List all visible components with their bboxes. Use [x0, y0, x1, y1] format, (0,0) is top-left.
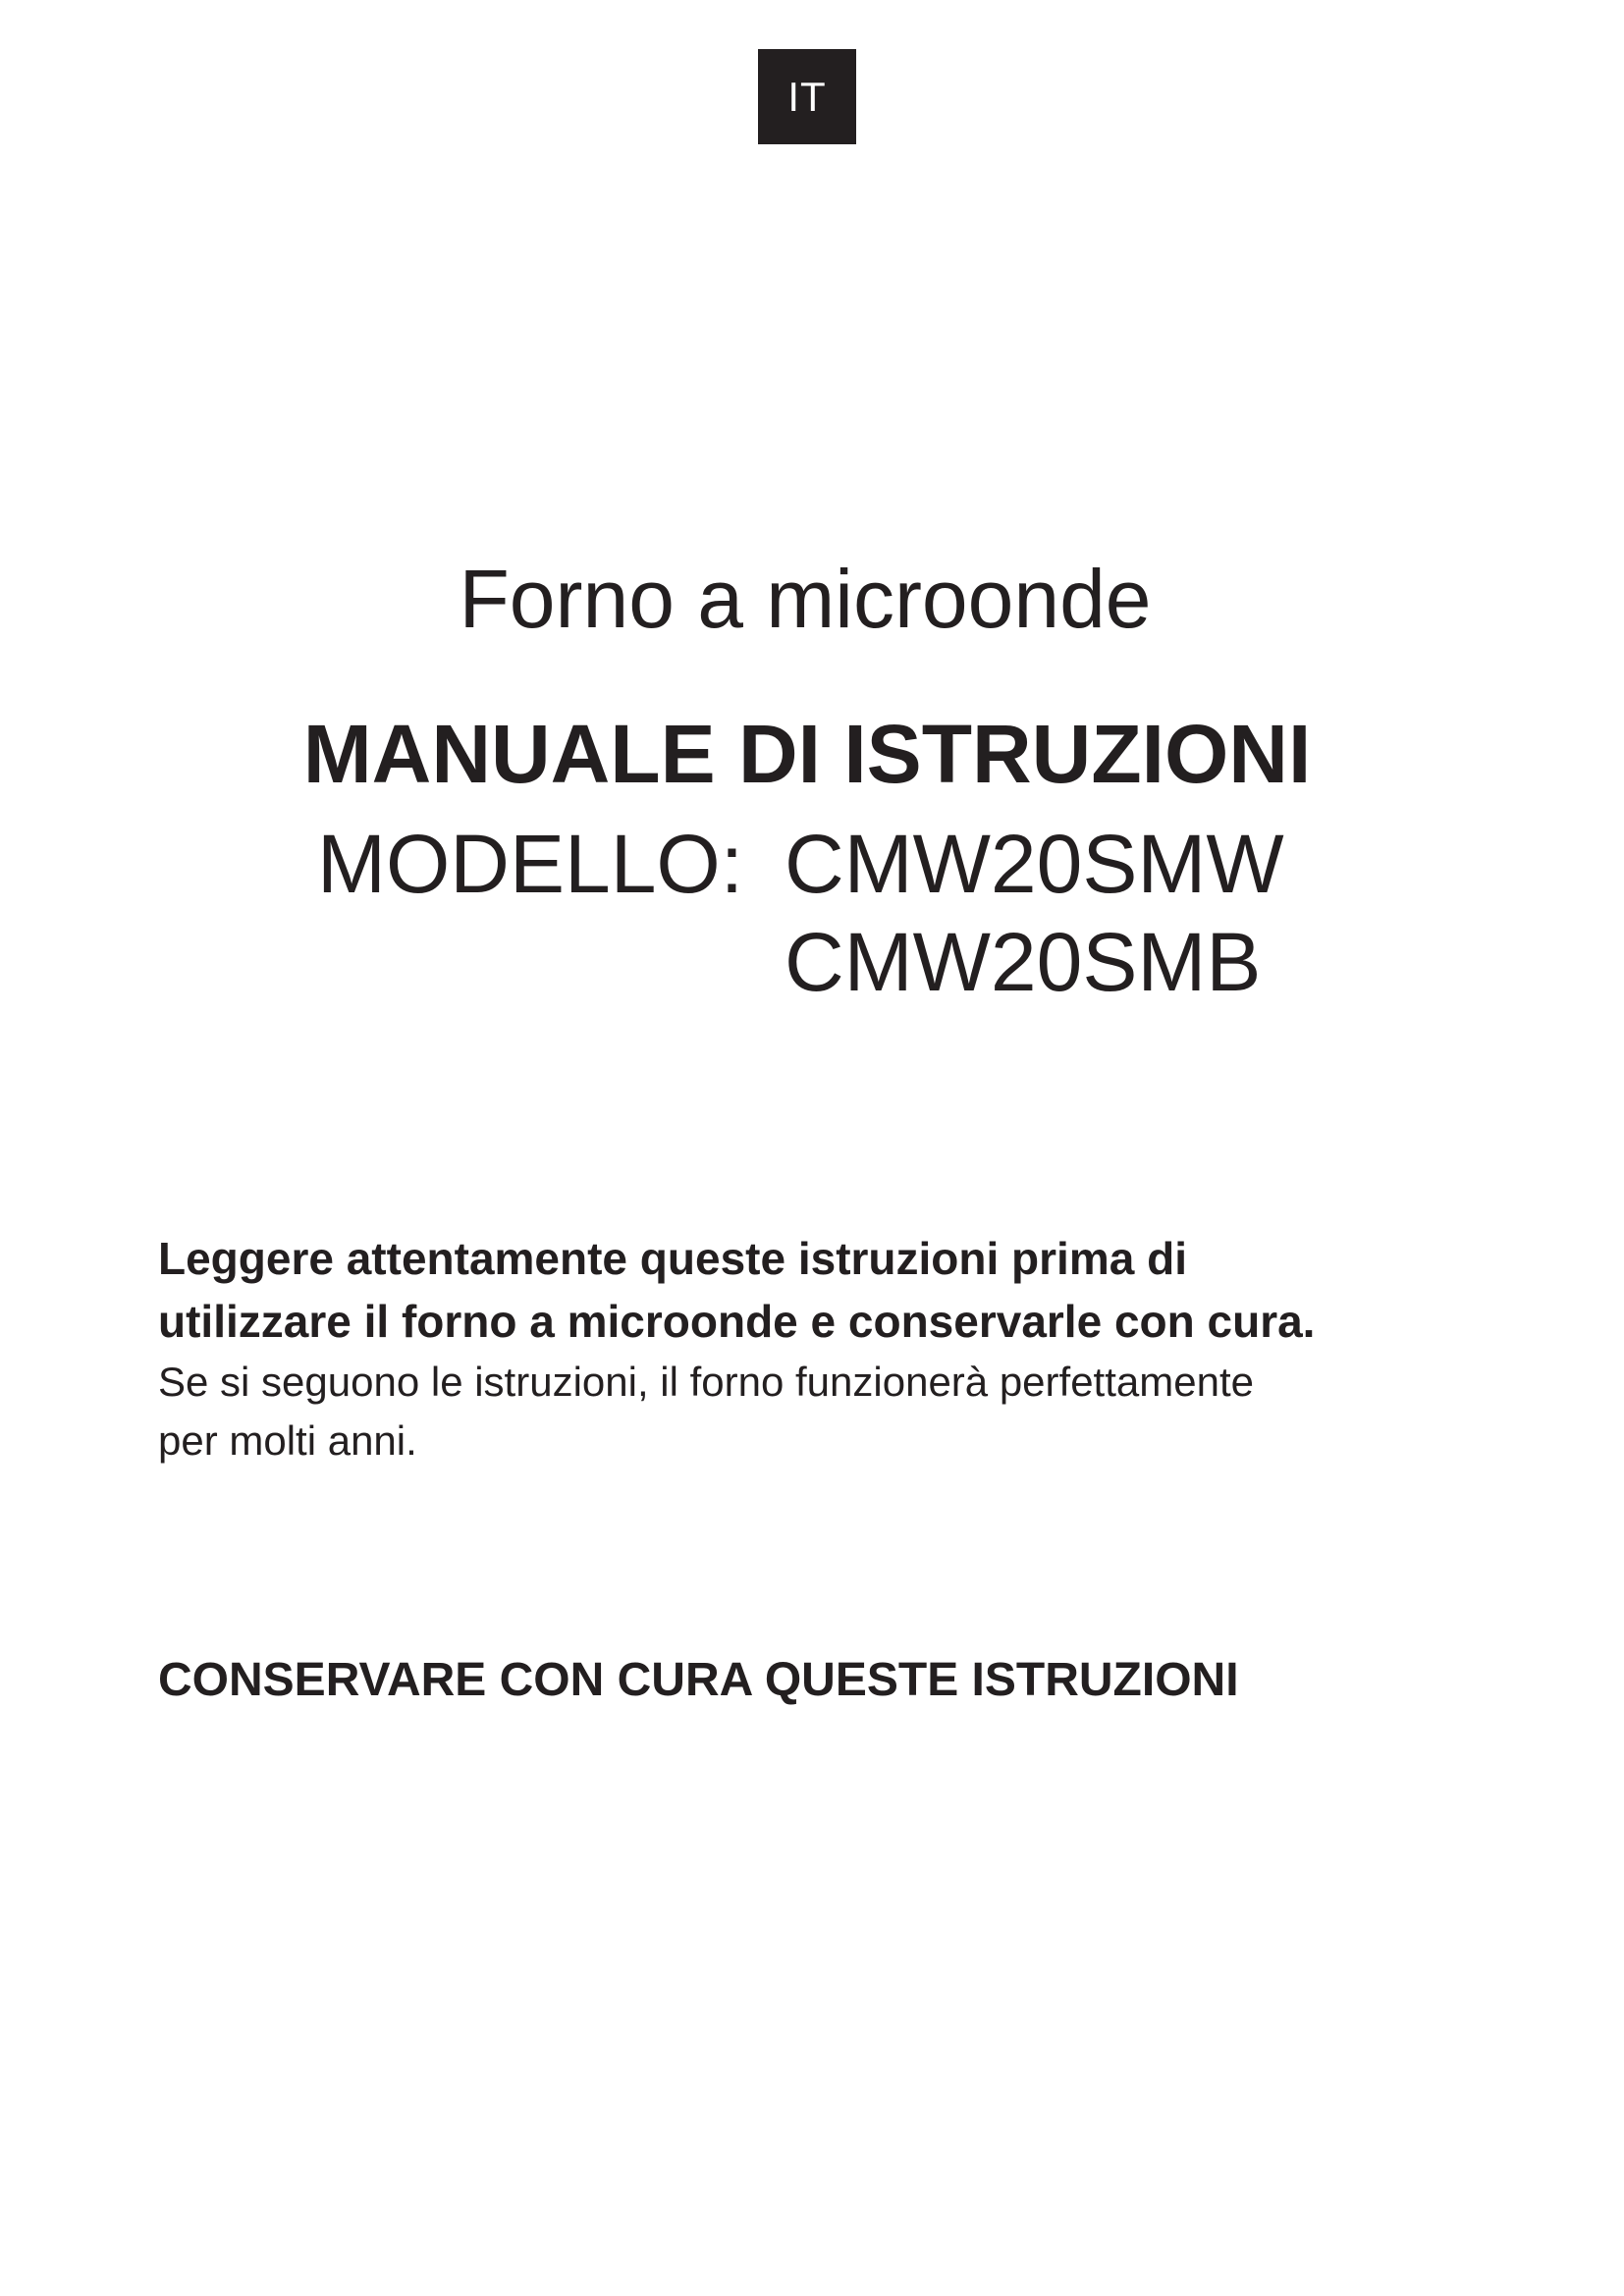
intro-paragraph	[158, 1227, 1474, 1470]
product-type-heading: Forno a microonde	[459, 553, 1152, 645]
intro-warning	[158, 1227, 1474, 1353]
intro-note-line: Se si seguono le istruzioni, il forno funzionerà perfettamente	[158, 1359, 1254, 1405]
intro-note	[158, 1353, 1474, 1470]
intro-warning-line: Leggere attentamente queste istruzioni prima di	[158, 1233, 1187, 1284]
model-label: MODELLO:	[317, 818, 744, 910]
keep-instructions-notice: CONSERVARE CON CURA QUESTE ISTRUZIONI	[158, 1654, 1239, 1706]
intro-warning-line: utilizzare il forno a microonde e conservarle con cura.	[158, 1296, 1316, 1347]
language-badge: IT	[758, 49, 856, 144]
intro-note-line: per molti anni.	[158, 1417, 417, 1464]
model-code-list	[785, 815, 1284, 1011]
model-code: CMW20SMW	[785, 818, 1284, 910]
manual-title: MANUALE DI ISTRUZIONI	[302, 708, 1312, 800]
model-code: CMW20SMB	[785, 916, 1262, 1008]
